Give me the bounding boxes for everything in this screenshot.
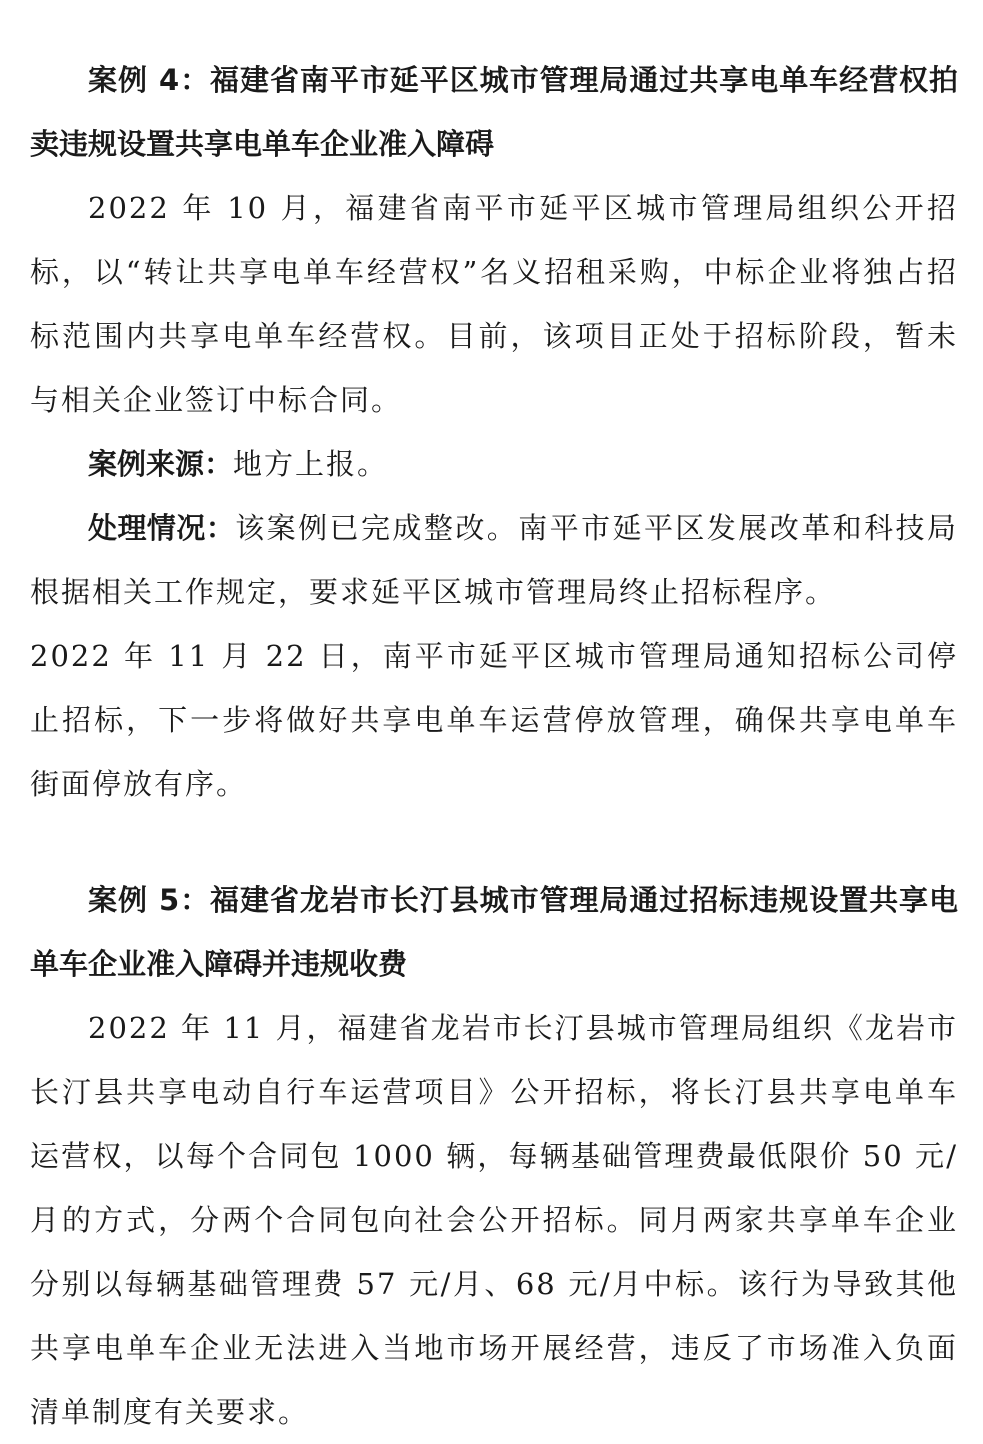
case-4-handling-label: 处理情况：	[88, 511, 236, 545]
case-4-source-label: 案例来源：	[88, 447, 234, 481]
case-5-body: 2022 年 11 月，福建省龙岩市长汀县城市管理局组织《龙岩市长汀县共享电动自行车运营项目》公开招标，将长汀县共享电单车运营权，以每个合同包 1000 辆，每辆基础管理费最低限价 50 元/月的方式，分两个合同包向社会公开招标。同月两家共享单车企业分别以每辆基础管理费 57 元/月、68 元/月中标。该行为导致其他共享电单车企业无法进入当地市场开展经营，违反了市场准入负面清单制度有关要求。	[30, 1011, 958, 1429]
case-5-title: 案例 5：福建省龙岩市长汀县城市管理局通过招标违规设置共享电单车企业准入障碍并违规收费	[30, 883, 958, 981]
case-4-body: 2022 年 10 月，福建省南平市延平区城市管理局组织公开招标，以“转让共享电单车经营权”名义招租采购，中标企业将独占招标范围内共享电单车经营权。目前，该项目正处于招标阶段，暂未与相关企业签订中标合同。	[30, 191, 958, 417]
case-4-section	[30, 48, 958, 816]
case-4-handling-text: 该案例已完成整改。南平市延平区发展改革和科技局根据相关工作规定，要求延平区城市管理局终止招标程序。	[30, 511, 958, 609]
case-4-handling-continued: 2022 年 11 月 22 日，南平市延平区城市管理局通知招标公司停止招标，下一步将做好共享电单车运营停放管理，确保共享电单车街面停放有序。	[30, 639, 958, 801]
case-4-source-text: 地方上报。	[233, 447, 389, 481]
case-4-source	[30, 432, 958, 496]
case-4-title: 案例 4：福建省南平市延平区城市管理局通过共享电单车经营权拍卖违规设置共享电单车企业准入障碍	[30, 63, 958, 161]
case-4-handling	[30, 496, 958, 624]
case-5-section	[30, 868, 958, 1444]
